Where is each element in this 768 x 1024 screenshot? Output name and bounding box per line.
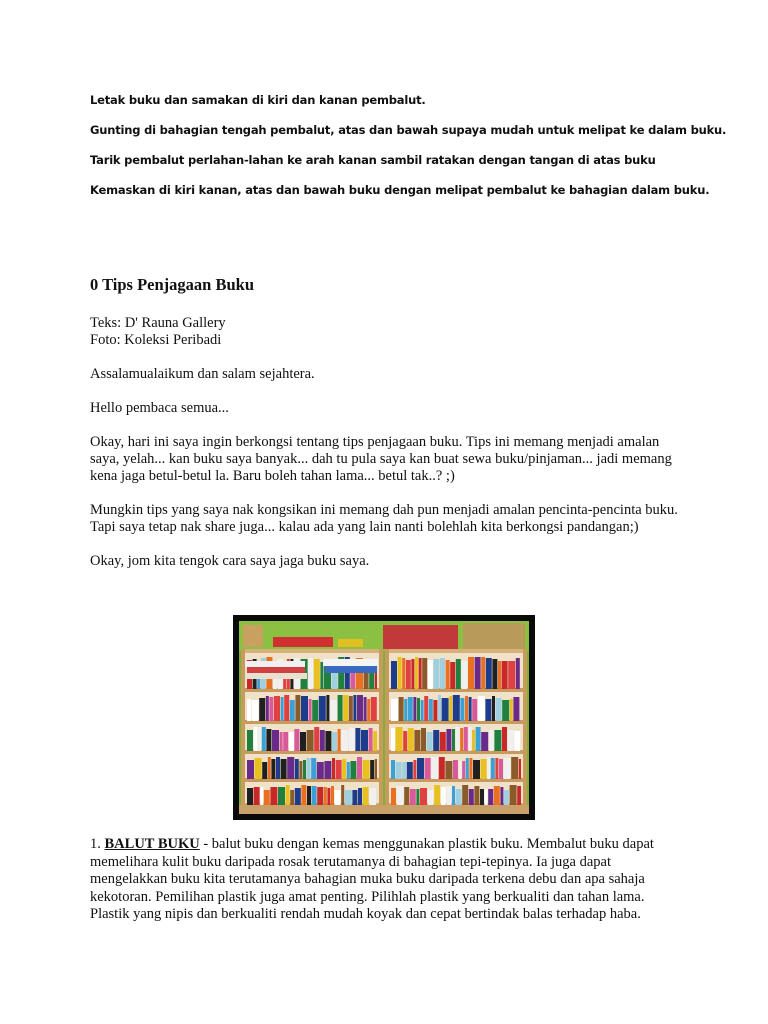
credits — [90, 315, 680, 349]
step-4: Kemaskan di kiri kanan, atas dan bawah buku dengan melipat pembalut ke bahagian dalam buku. — [90, 183, 710, 197]
tip-1-title: BALUT BUKU — [104, 836, 200, 852]
tip-1-body: - balut buku dengan kemas menggunakan plastik buku. Membalut buku dapat memelihara kulit buku daripada rosak terutamanya di bahagian tepi-tepinya. Ia juga dapat mengelakkan buku kita terutamanya bahagian muka buku daripada terkena debu dan apa sahaja kekotoran. Pemilihan plastik juga amat penting. Pilihlah plastik yang berkualiti dan tahan lama. Plastik yang nipis dan berkualiti rendah mudah koyak dan cepat bertindak balas terhadap haba. — [90, 836, 654, 922]
article-title: 0 Tips Penjagaan Buku — [90, 275, 255, 294]
tip-1 — [90, 836, 680, 924]
bookshelf-photo — [233, 615, 535, 820]
paragraph-lead: Okay, jom kita tengok cara saya jaga buku saya. — [90, 553, 370, 569]
photo-credit: Foto: Koleksi Peribadi — [90, 332, 222, 348]
paragraph-hello: Hello pembaca semua... — [90, 400, 229, 416]
text-credit: Teks: D' Rauna Gallery — [90, 315, 226, 331]
tip-1-number: 1. — [90, 836, 101, 852]
paragraph-share: Mungkin tips yang saya nak kongsikan ini memang dah pun menjadi amalan pencinta-pencinta buku. Tapi saya tetap nak share juga... kalau ada yang lain nanti bolehlah kita berkongsi pandangan;) — [90, 502, 678, 535]
step-3: Tarik pembalut perlahan-lahan ke arah kanan sambil ratakan dengan tangan di atas buku — [90, 153, 656, 167]
step-2: Gunting di bahagian tengah pembalut, atas dan bawah supaya mudah untuk melipat ke dalam buku. — [90, 123, 727, 137]
paragraph-greeting: Assalamualaikum dan salam sejahtera. — [90, 366, 315, 382]
article — [90, 275, 680, 587]
step-1: Letak buku dan samakan di kiri dan kanan pembalut. — [90, 93, 426, 107]
paragraph-intro: Okay, hari ini saya ingin berkongsi tentang tips penjagaan buku. Tips ini memang menjadi amalan saya, yelah... kan buku saya banyak... dah tu pula saya kan buat sewa buku/pinjaman... jadi memang kena jaga betul-betul la. Baru boleh tahan lama... betul tak..? ;) — [90, 434, 672, 484]
bookshelf-image — [233, 615, 535, 820]
wrapping-steps — [90, 92, 730, 212]
